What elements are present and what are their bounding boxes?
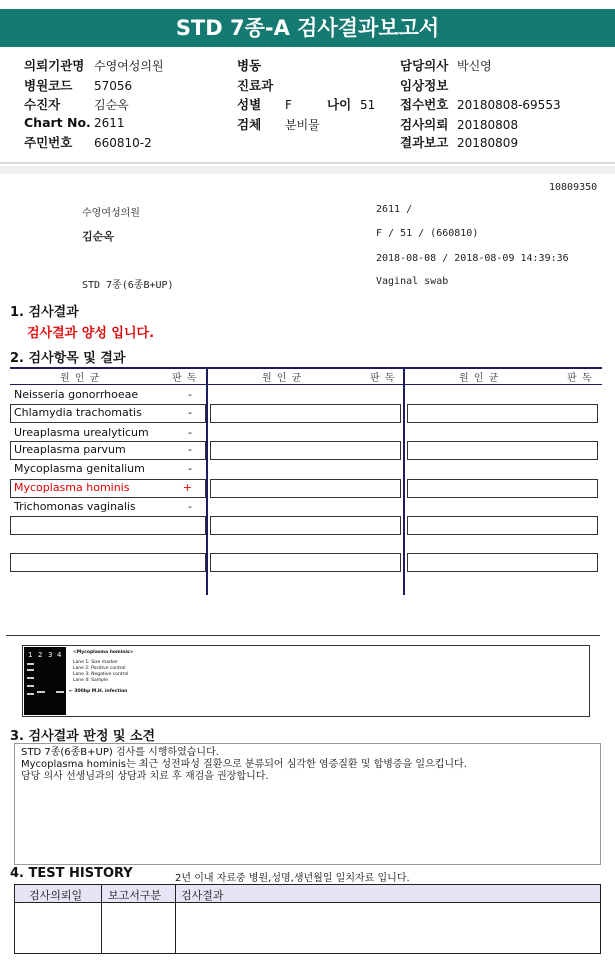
section-3-title: 3. 검사결과 판정 및 소견 — [10, 729, 156, 744]
report-title: STD 7종-A 검사결과보고서 — [0, 9, 615, 47]
print-dates: 2018-08-08 / 2018-08-09 14:39:36 — [376, 253, 569, 264]
organism-row-positive: Mycoplasma hominis + — [14, 481, 192, 494]
section-2-title: 2. 검사항목 및 결과 — [10, 351, 126, 366]
gel-arrow-label: ← 300bp M.H. infection — [69, 689, 128, 694]
organism-row: Trichomonas vaginalis - — [14, 500, 192, 513]
gel-legend-item: Lane 4: Sample — [73, 678, 108, 683]
hospital-code-field: 병원코드 57056 — [24, 78, 133, 93]
clinical-info-field: 임상정보 — [400, 78, 449, 93]
age-field: 나이 51 — [327, 97, 376, 112]
gel-section-divider — [6, 635, 600, 636]
opinion-line: Mycoplasma hominis는 최근 성전파성 질환으로 분류되어 심각한 염증질환 및 합병증을 일으킵니다. — [21, 759, 467, 770]
table-header-line — [10, 384, 602, 385]
col-header-organism-3: 원 인 균 — [459, 373, 500, 384]
barcode-number: 10809350 — [549, 182, 598, 193]
institution-field: 의뢰기관명 수영여성의원 — [24, 58, 164, 73]
print-sex-age: F / 51 / (660810) — [376, 228, 479, 239]
organism-row: Ureaplasma parvum - — [14, 443, 192, 456]
report-date-field: 결과보고 20180809 — [400, 135, 519, 150]
patient-field: 수진자 김순옥 — [24, 97, 129, 112]
history-table — [14, 884, 601, 954]
empty-cell-box — [407, 516, 598, 535]
section-1-title: 1. 검사결과 — [10, 305, 79, 320]
empty-cell-box — [210, 404, 401, 423]
resident-id-field: 주민번호 660810-2 — [24, 135, 152, 150]
specimen-field: 검체 분비물 — [237, 117, 320, 132]
history-note: 2년 이내 자료중 병원,성명,생년월일 일치자료 입니다. — [175, 873, 410, 884]
organism-row: Chlamydia trachomatis - — [14, 406, 192, 419]
empty-cell-box — [210, 441, 401, 460]
gel-band — [37, 691, 45, 693]
gel-band — [27, 693, 34, 695]
header-band — [0, 166, 615, 174]
col-header-result-1: 판 독 — [172, 373, 198, 384]
col-header-result-3: 판 독 — [567, 373, 593, 384]
opinion-line: 담당 의사 선생님과의 상담과 치료 후 재검을 권장합니다. — [21, 771, 269, 782]
empty-cell-box — [210, 479, 401, 498]
print-hospital: 수영여성의원 — [82, 208, 140, 219]
print-test-name: STD 7종(6종B+UP) — [82, 280, 174, 291]
empty-cell-box — [210, 516, 401, 535]
col-header-result-2: 판 독 — [370, 373, 396, 384]
doctor-field: 담당의사 박신영 — [400, 58, 492, 73]
gel-legend-item: Lane 2: Positive control — [73, 666, 126, 671]
dept-field: 진료과 — [237, 78, 274, 93]
empty-row-box — [10, 516, 206, 535]
empty-cell-box — [407, 553, 598, 572]
print-chart: 2611 / — [376, 204, 413, 215]
gel-title: <Mycoplasma hominis> — [73, 650, 134, 655]
organism-row: Neisseria gonorrhoeae - — [14, 388, 192, 401]
empty-cell-box — [210, 553, 401, 572]
gel-image-panel — [22, 645, 590, 717]
receipt-no-field: 접수번호 20180808-69553 — [400, 97, 561, 112]
history-col-report-type: 보고서구분 — [108, 889, 162, 902]
request-date-field: 검사의뢰 20180808 — [400, 117, 519, 132]
empty-cell-box — [407, 441, 598, 460]
history-col-request-date: 검사의뢰일 — [29, 889, 83, 902]
history-col-result: 검사결과 — [181, 889, 224, 902]
gel-legend-item: Lane 3: Negative control — [73, 672, 129, 677]
col-header-organism-1: 원 인 균 — [60, 373, 101, 384]
gel-band — [27, 685, 34, 687]
chart-no-field: Chart No. 2611 — [24, 115, 125, 130]
section-4-title: 4. TEST HISTORY — [10, 866, 133, 881]
gel-electrophoresis-image: 1 2 3 4 — [24, 647, 66, 715]
col-header-organism-2: 원 인 균 — [262, 373, 303, 384]
arrow-left-icon: ← — [69, 689, 75, 694]
organism-row: Ureaplasma urealyticum - — [14, 426, 192, 439]
header-divider — [0, 162, 615, 164]
opinion-box — [14, 743, 601, 865]
gel-band — [27, 663, 34, 665]
empty-cell-box — [407, 404, 598, 423]
gel-band — [56, 691, 64, 693]
ward-field: 병동 — [237, 58, 262, 73]
overall-result: 검사결과 양성 입니다. — [27, 326, 155, 341]
column-divider-2 — [403, 369, 405, 595]
gel-band — [27, 677, 34, 679]
opinion-line: STD 7종(6종B+UP) 검사를 시행하였습니다. — [21, 747, 219, 758]
print-specimen: Vaginal swab — [376, 276, 449, 287]
gel-band — [27, 669, 34, 671]
empty-cell-box — [407, 479, 598, 498]
empty-row-box — [10, 553, 206, 572]
organism-row: Mycoplasma genitalium - — [14, 462, 192, 475]
sex-field: 성별 F — [237, 97, 292, 112]
column-divider-1 — [206, 369, 208, 595]
gel-legend-item: Lane 1: Size marker — [73, 660, 118, 665]
print-patient: 김순옥 — [82, 230, 114, 243]
